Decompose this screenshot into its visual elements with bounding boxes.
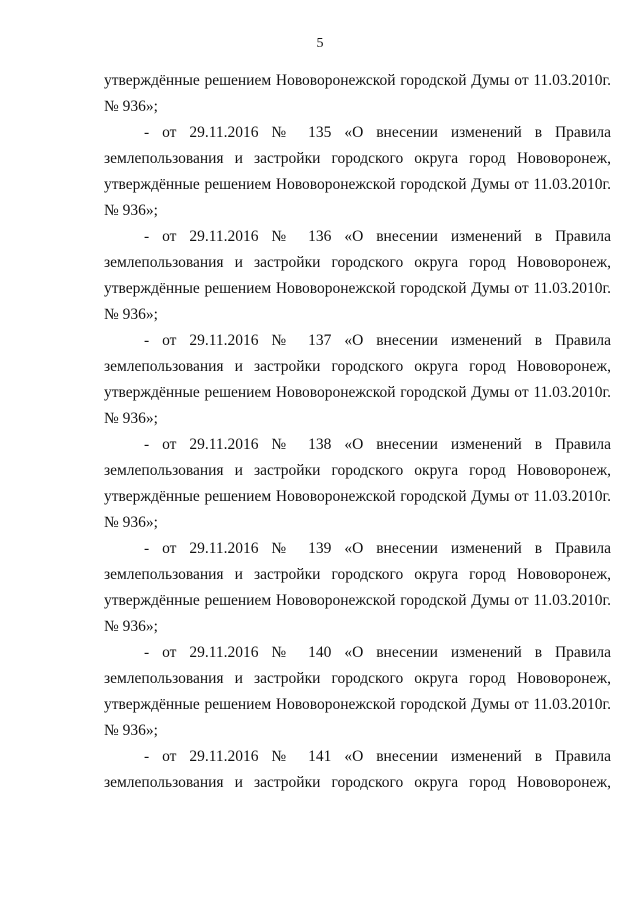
text-line: - от 29.11.2016 № 139 «О внесении изменений в Правила	[144, 540, 611, 557]
list-item	[104, 224, 611, 328]
text-line: землепользования и застройки городского округа город Нововоронеж,	[104, 150, 611, 167]
list-item	[104, 328, 611, 432]
text-line: утверждённые решением Нововоронежской городской Думы от 11.03.2010г.	[104, 384, 611, 401]
text-line: землепользования и застройки городского округа город Нововоронеж,	[104, 358, 611, 375]
text-line: № 936»;	[104, 514, 158, 531]
text-line: - от 29.11.2016 № 138 «О внесении изменений в Правила	[144, 436, 611, 453]
text-line: - от 29.11.2016 № 140 «О внесении изменений в Правила	[144, 644, 611, 661]
text-line: утверждённые решением Нововоронежской городской Думы от 11.03.2010г.	[104, 592, 611, 609]
intro-paragraph	[104, 68, 611, 120]
text-line: землепользования и застройки городского округа город Нововоронеж,	[104, 566, 611, 583]
text-line: № 936»;	[104, 410, 158, 427]
list-item	[104, 536, 611, 640]
page-number: 5	[316, 36, 324, 51]
text-line: утверждённые решением Нововоронежской городской Думы от 11.03.2010г.	[104, 176, 611, 193]
text-line: землепользования и застройки городского округа город Нововоронеж,	[104, 774, 611, 791]
list-item	[104, 432, 611, 536]
text-line: утверждённые решением Нововоронежской городской Думы от 11.03.2010г.	[104, 280, 611, 297]
text-line: - от 29.11.2016 № 136 «О внесении изменений в Правила	[144, 228, 611, 245]
text-line: № 936»;	[104, 306, 158, 323]
text-line: № 936»;	[104, 618, 158, 635]
text-line: - от 29.11.2016 № 141 «О внесении изменений в Правила	[144, 748, 611, 765]
text-line: землепользования и застройки городского округа город Нововоронеж,	[104, 462, 611, 479]
text-line: утверждённые решением Нововоронежской городской Думы от 11.03.2010г.	[104, 72, 611, 89]
list-item	[104, 120, 611, 224]
text-line: утверждённые решением Нововоронежской городской Думы от 11.03.2010г.	[104, 696, 611, 713]
list-item	[104, 640, 611, 744]
text-line: - от 29.11.2016 № 135 «О внесении изменений в Правила	[144, 124, 611, 141]
text-line: № 936»;	[104, 722, 158, 739]
text-line: землепользования и застройки городского округа город Нововоронеж,	[104, 670, 611, 687]
list-item	[104, 744, 611, 796]
text-line: № 936»;	[104, 202, 158, 219]
text-line: № 936»;	[104, 98, 158, 115]
text-line: землепользования и застройки городского округа город Нововоронеж,	[104, 254, 611, 271]
text-line: - от 29.11.2016 № 137 «О внесении изменений в Правила	[144, 332, 611, 349]
text-line: утверждённые решением Нововоронежской городской Думы от 11.03.2010г.	[104, 488, 611, 505]
document-body	[104, 68, 611, 796]
